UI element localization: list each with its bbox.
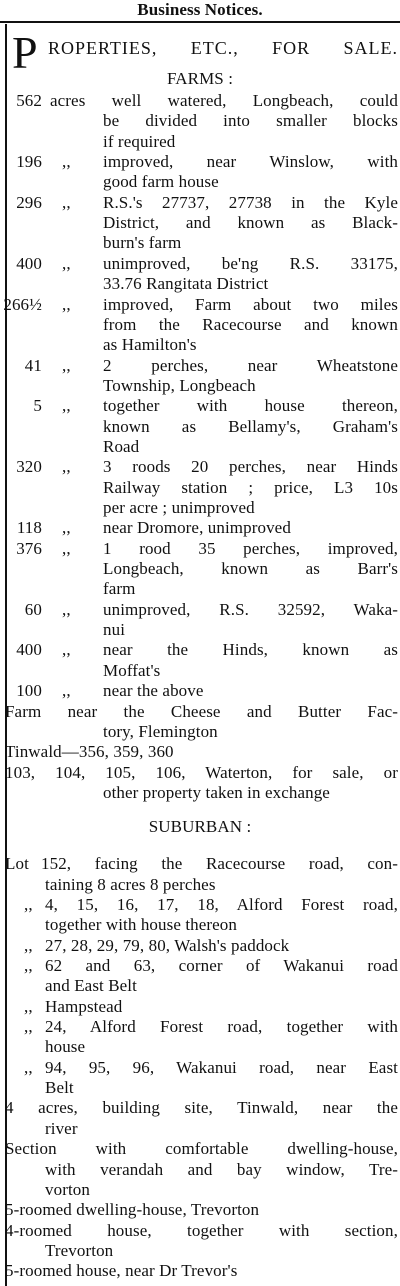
suburban-line: 5-roomed house, near Dr Trevor's bbox=[5, 1261, 238, 1281]
farms-title: FARMS : bbox=[166, 69, 234, 88]
suburban-line: house bbox=[45, 1037, 86, 1057]
farm-description-line: known as Bellamy's, Graham's bbox=[103, 416, 398, 436]
farm-acreage: 400 bbox=[16, 253, 42, 273]
farm-description-line: per acre ; unimproved bbox=[103, 498, 255, 517]
heading-dropcap: P bbox=[12, 27, 38, 78]
header-rule bbox=[0, 21, 400, 23]
farm-description-line: Road bbox=[103, 436, 140, 456]
farm-description-line: near the Hinds, known as bbox=[103, 640, 398, 660]
farm-extra-line: Farm near the Cheese and Butter Fac- bbox=[5, 701, 398, 721]
farm-acreage: 266½ bbox=[3, 294, 42, 314]
farm-description-line: nui bbox=[103, 620, 126, 640]
suburban-line: with verandah and bay window, Tre- bbox=[45, 1159, 398, 1179]
suburban-line: 4-roomed house, together with section, bbox=[5, 1220, 398, 1240]
lot-prefix: Lot bbox=[5, 854, 29, 874]
farm-description-line: District, and known as Black- bbox=[103, 213, 398, 233]
farm-description-line: near the above bbox=[103, 681, 204, 701]
farm-extra-line: other property taken in exchange bbox=[103, 782, 330, 802]
suburban-line: 4 acres, building site, Tinwald, near the bbox=[5, 1098, 398, 1118]
suburban-line: 152, facing the Racecourse road, con- bbox=[41, 854, 398, 874]
farm-description-line: if required bbox=[103, 131, 176, 151]
ditto-mark: ,, bbox=[62, 538, 71, 558]
ditto-mark: ,, bbox=[24, 894, 33, 914]
farm-description-line: farm bbox=[103, 579, 136, 599]
farm-description-line: Township, Longbeach bbox=[103, 375, 256, 395]
farm-extra-line: tory, Flemington bbox=[103, 721, 218, 741]
farm-description-line: good farm house bbox=[103, 172, 219, 192]
suburban-line: 5-roomed dwelling-house, Trevorton bbox=[5, 1200, 260, 1220]
farm-description-line: improved, near Winslow, with bbox=[103, 152, 398, 172]
farm-description-line: burn's farm bbox=[103, 233, 182, 253]
ditto-mark: ,, bbox=[62, 681, 71, 701]
farm-description-line: from the Racecourse and known bbox=[103, 314, 398, 334]
ditto-mark: ,, bbox=[62, 152, 71, 172]
farm-description-line: 3 roods 20 perches, near Hinds bbox=[103, 457, 398, 477]
farm-extra-line: 103, 104, 105, 106, Waterton, for sale, or bbox=[5, 762, 398, 782]
heading-text: ROPERTIES, ETC., FOR SALE. bbox=[48, 38, 398, 58]
farm-description-line: 1 rood 35 perches, improved, bbox=[103, 538, 398, 558]
ditto-mark: ,, bbox=[24, 935, 33, 955]
farm-description-line: improved, Farm about two miles bbox=[103, 294, 398, 314]
ditto-mark: ,, bbox=[62, 599, 71, 619]
farm-description-line: 33.76 Rangitata District bbox=[103, 274, 269, 294]
ditto-mark: ,, bbox=[62, 253, 71, 273]
suburban-line: Section with comfortable dwelling-house, bbox=[5, 1139, 398, 1159]
farm-acreage: 100 bbox=[16, 681, 42, 701]
ditto-mark: ,, bbox=[62, 355, 71, 375]
suburban-line: 27, 28, 29, 79, 80, Walsh's paddock bbox=[45, 935, 290, 955]
farm-acreage: 376 bbox=[16, 538, 42, 558]
farm-acreage: 41 bbox=[24, 355, 42, 375]
farm-acreage: 5 bbox=[33, 396, 42, 416]
farm-description-line: acres well watered, Longbeach, could bbox=[50, 91, 398, 110]
farm-description-line: be divided into smaller blocks bbox=[103, 111, 398, 131]
farm-description-line: as Hamilton's bbox=[103, 335, 197, 355]
ditto-mark: ,, bbox=[62, 294, 71, 314]
ditto-mark: ,, bbox=[62, 192, 71, 212]
farm-acreage: 296 bbox=[16, 192, 42, 212]
farm-description-line: unimproved, be'ng R.S. 33175, bbox=[103, 253, 398, 273]
suburban-line: river bbox=[45, 1118, 78, 1138]
suburban-line: together with house thereon bbox=[45, 915, 238, 935]
farm-acreage: 60 bbox=[24, 599, 42, 619]
suburban-line: and East Belt bbox=[45, 976, 137, 996]
farm-description-line: Railway station ; price, L3 10s bbox=[103, 477, 398, 497]
suburban-line: 94, 95, 96, Wakanui road, near East bbox=[45, 1057, 398, 1077]
farm-acreage: 196 bbox=[16, 152, 42, 172]
suburban-line: taining 8 acres 8 perches bbox=[45, 874, 216, 894]
suburban-line: 62 and 63, corner of Wakanui road bbox=[45, 956, 398, 975]
farm-description-line: unimproved, R.S. 32592, Waka- bbox=[103, 599, 398, 619]
ditto-mark: ,, bbox=[62, 396, 71, 416]
farm-description-line: together with house thereon, bbox=[103, 396, 398, 416]
farm-acreage: 400 bbox=[16, 640, 42, 660]
suburban-line: Trevorton bbox=[45, 1240, 114, 1260]
suburban-line: Hampstead bbox=[45, 996, 123, 1016]
ditto-mark: ,, bbox=[24, 956, 33, 975]
ditto-mark: ,, bbox=[62, 518, 71, 538]
farm-description-line: Moffat's bbox=[103, 660, 161, 680]
farm-acreage: 320 bbox=[16, 457, 42, 477]
farm-acreage: 562 bbox=[16, 91, 42, 110]
farm-acreage: 118 bbox=[16, 518, 42, 538]
farm-extra-line: Tinwald—356, 359, 360 bbox=[5, 742, 174, 762]
farm-description-line: R.S.'s 27737, 27738 in the Kyle bbox=[103, 192, 398, 212]
farm-description-line: 2 perches, near Wheatstone bbox=[103, 355, 398, 375]
suburban-line: 4, 15, 16, 17, 18, Alford Forest road, bbox=[45, 894, 398, 914]
suburban-line: 24, Alford Forest road, together with bbox=[45, 1017, 398, 1037]
ditto-mark: ,, bbox=[62, 457, 71, 477]
ditto-mark: ,, bbox=[24, 1057, 33, 1077]
suburban-line: vorton bbox=[45, 1179, 90, 1199]
farm-description-line: near Dromore, unimproved bbox=[103, 518, 291, 538]
suburban-title: SUBURBAN : bbox=[148, 817, 252, 837]
suburban-line: Belt bbox=[45, 1078, 74, 1098]
ditto-mark: ,, bbox=[62, 640, 71, 660]
farm-description-line: Longbeach, known as Barr's bbox=[103, 559, 398, 579]
ditto-mark: ,, bbox=[24, 996, 33, 1016]
ditto-mark: ,, bbox=[24, 1017, 33, 1037]
section-title: Business Notices. bbox=[137, 0, 263, 19]
